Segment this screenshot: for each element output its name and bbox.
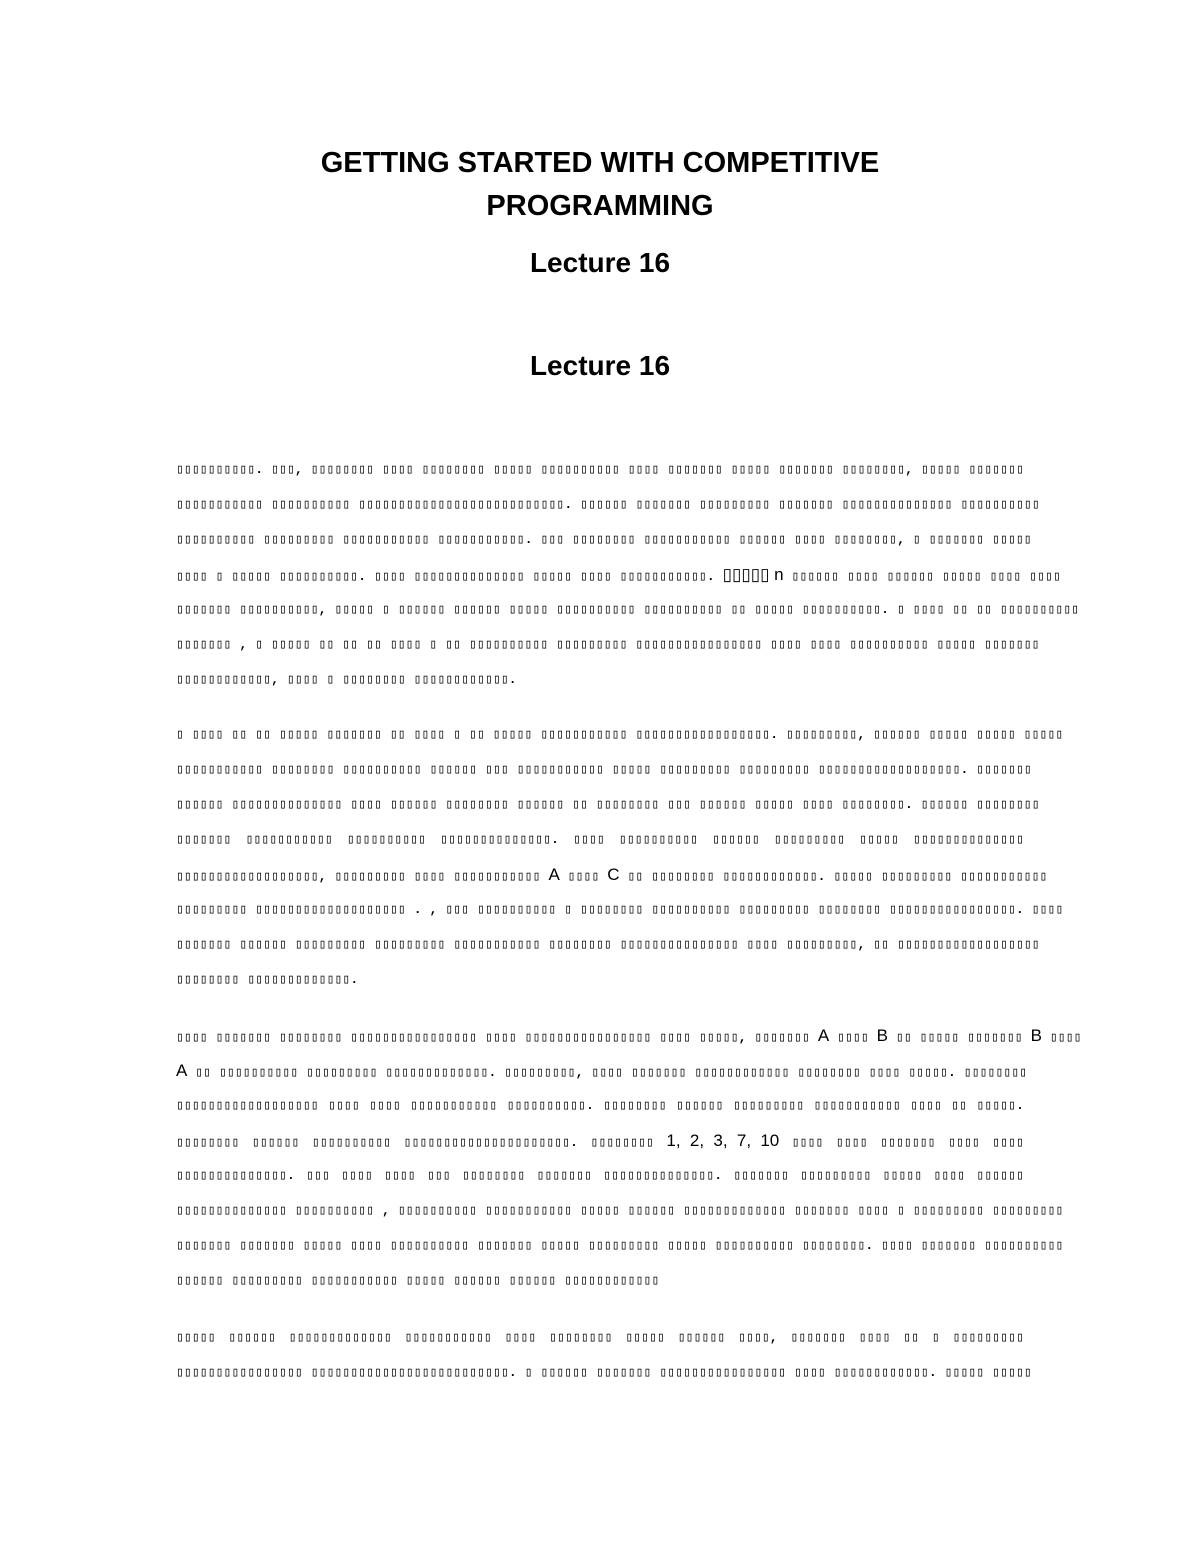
- text-run: ▯▯▯▯▯▯▯▯▯▯. ▯▯▯, ▯▯▯▯▯▯▯▯ ▯▯▯▯ ▯▯▯▯▯▯▯▯ ▯▯▯▯▯ ▯▯▯▯▯▯▯▯▯▯ ▯▯▯▯ ▯▯▯▯▯▯▯ ▯▯▯▯▯ ▯▯▯▯▯▯▯ ▯▯▯▯▯▯▯▯, ▯▯▯▯▯ ▯▯▯▯▯▯▯: [176, 462, 1024, 477]
- text-run: ▯▯▯▯▯ ▯▯▯▯▯▯ ▯▯▯▯▯▯▯▯▯▯▯▯▯ ▯▯▯▯▯▯▯▯▯▯▯ ▯▯▯▯ ▯▯▯▯▯▯▯▯ ▯▯▯▯▯ ▯▯▯▯▯▯ ▯▯▯▯, ▯▯▯▯▯▯▯ ▯▯▯▯ ▯▯ ▯ ▯▯▯▯▯▯▯▯▯: [176, 1330, 1024, 1345]
- text-run: ▯ ▯▯▯▯ ▯▯ ▯▯ ▯▯▯▯▯ ▯▯▯▯▯▯▯ ▯▯ ▯▯▯▯ ▯ ▯▯ ▯▯▯▯▯ ▯▯▯▯▯▯▯▯▯▯▯ ▯▯▯▯▯▯▯▯▯▯▯▯▯▯▯▯▯. ▯▯▯▯▯▯▯▯▯, ▯▯▯▯▯▯ ▯▯▯▯▯ ▯▯▯▯▯ ▯▯▯▯▯: [176, 727, 1064, 742]
- text-line: [176, 557, 1061, 592]
- paragraph-4: [176, 1320, 1032, 1390]
- text-run: ▯▯▯▯▯▯▯▯▯▯▯ ▯▯▯▯▯▯▯▯▯▯ ▯▯▯▯▯▯▯▯▯▯▯▯▯▯▯▯▯▯▯▯▯▯▯▯▯▯. ▯▯▯▯▯▯ ▯▯▯▯▯▯▯ ▯▯▯▯▯▯▯▯▯ ▯▯▯▯▯▯▯ ▯▯▯▯▯▯▯▯▯▯▯▯▯▯ ▯▯▯▯▯▯▯▯▯▯: [176, 497, 1040, 512]
- text-run: ▯▯▯▯▯▯▯ ▯▯▯▯▯▯ ▯▯▯▯▯▯▯▯▯ ▯▯▯▯▯▯▯▯▯ ▯▯▯▯▯▯▯▯▯▯▯ ▯▯▯▯▯▯▯▯ ▯▯▯▯▯▯▯▯▯▯▯▯▯▯▯ ▯▯▯▯ ▯▯▯▯▯▯▯▯▯, ▯▯ ▯▯▯▯▯▯▯▯▯▯▯▯▯▯▯▯▯▯: [176, 937, 1040, 952]
- text-run: ▯▯▯▯ ▯▯▯▯ ▯▯▯▯▯▯▯ ▯▯▯▯ ▯▯▯▯: [779, 1135, 1024, 1150]
- text-run: ▯▯ ▯▯▯▯▯▯▯▯ ▯▯▯▯▯▯▯▯▯▯▯▯. ▯▯▯▯▯ ▯▯▯▯▯▯▯▯▯ ▯▯▯▯▯▯▯▯▯▯▯: [619, 869, 1048, 884]
- text-line: [176, 717, 1064, 752]
- text-run: ▯▯▯▯: [559, 869, 608, 884]
- text-line: [176, 1053, 1028, 1088]
- text-line: [176, 892, 1064, 927]
- text-run: ▯▯▯▯▯▯▯▯▯▯▯▯, ▯▯▯▯ ▯ ▯▯▯▯▯▯▯▯ ▯▯▯▯▯▯▯▯▯▯▯▯.: [176, 672, 517, 687]
- text-line: [176, 1320, 1024, 1355]
- lecture-heading-2: Lecture 16: [529, 350, 671, 381]
- document-title: [0, 142, 1200, 228]
- text-run: ▯▯▯▯▯▯▯▯▯▯▯▯▯▯. ▯▯▯ ▯▯▯▯ ▯▯▯▯ ▯▯▯ ▯▯▯▯▯▯▯▯ ▯▯▯▯▯▯▯ ▯▯▯▯▯▯▯▯▯▯▯▯▯▯. ▯▯▯▯▯▯▯ ▯▯▯▯▯▯▯▯▯ ▯▯▯▯▯ ▯▯▯▯ ▯▯▯▯▯▯: [176, 1168, 1024, 1183]
- text-run: ▯▯▯▯▯▯▯▯ ▯▯▯▯▯▯ ▯▯▯▯▯▯▯▯▯▯ ▯▯▯▯▯▯▯▯▯▯▯▯▯▯▯▯▯▯▯▯▯. ▯▯▯▯▯▯▯▯: [176, 1135, 667, 1150]
- paragraph-3: [176, 1018, 1082, 1298]
- text-run: ▯▯▯▯▯▯ ▯▯▯▯ ▯▯▯▯▯▯ ▯▯▯▯▯ ▯▯▯▯ ▯▯▯▯: [783, 569, 1061, 584]
- text-line: [176, 592, 1080, 627]
- text-line: [176, 1018, 1082, 1053]
- text-line: [176, 1355, 1032, 1390]
- text-run: ▯▯▯▯▯▯▯▯▯▯▯▯▯▯ ▯▯▯▯▯▯▯▯▯▯ , ▯▯▯▯▯▯▯▯▯▯ ▯▯▯▯▯▯▯▯▯▯▯ ▯▯▯▯▯ ▯▯▯▯▯▯ ▯▯▯▯▯▯▯▯▯▯▯▯▯ ▯▯▯▯▯▯▯ ▯▯▯▯ ▯ ▯▯▯▯▯▯▯▯▯ ▯▯▯▯▯▯▯▯▯: [176, 1203, 1064, 1218]
- title-line-1: GETTING STARTED WITH COMPETITIVE: [320, 147, 880, 179]
- text-run: ▯▯▯▯▯▯▯ , ▯ ▯▯▯▯▯ ▯▯ ▯▯ ▯▯ ▯▯▯▯ ▯ ▯▯ ▯▯▯▯▯▯▯▯▯▯ ▯▯▯▯▯▯▯▯▯ ▯▯▯▯▯▯▯▯▯▯▯▯▯▯▯▯ ▯▯▯▯ ▯▯▯▯ ▯▯▯▯▯▯▯▯▯▯ ▯▯▯▯▯ ▯▯▯▯▯▯▯: [176, 637, 1040, 652]
- latin-text-run: C: [607, 865, 620, 884]
- text-line: [176, 1193, 1064, 1228]
- text-run: ▯▯▯▯ ▯▯▯▯▯▯▯ ▯▯▯▯▯▯▯▯ ▯▯▯▯▯▯▯▯▯▯▯▯▯▯▯▯ ▯▯▯▯ ▯▯▯▯▯▯▯▯▯▯▯▯▯▯▯▯ ▯▯▯▯ ▯▯▯▯▯, ▯▯▯▯▯▯▯: [176, 1030, 818, 1045]
- text-run: ▯▯ ▯▯▯▯▯ ▯▯▯▯▯▯▯: [888, 1030, 1031, 1045]
- text-line: [176, 927, 1040, 962]
- text-line: [176, 452, 1024, 487]
- text-run: ▯▯▯▯▯▯▯▯▯▯▯▯▯▯▯▯▯▯ ▯▯▯▯ ▯▯▯▯ ▯▯▯▯▯▯▯▯▯▯▯ ▯▯▯▯▯▯▯▯▯▯. ▯▯▯▯▯▯▯▯ ▯▯▯▯▯▯ ▯▯▯▯▯▯▯▯▯ ▯▯▯▯▯▯▯▯▯▯▯ ▯▯▯▯ ▯▯ ▯▯▯▯▯.: [176, 1098, 1024, 1113]
- lecture-heading-1: Lecture 16: [529, 247, 671, 278]
- text-run: ▯▯▯▯▯▯▯ ▯▯▯▯▯▯▯ ▯▯▯▯▯ ▯▯▯▯ ▯▯▯▯▯▯▯▯▯▯ ▯▯▯▯▯▯▯ ▯▯▯▯▯ ▯▯▯▯▯▯▯▯▯ ▯▯▯▯▯ ▯▯▯▯▯▯▯▯▯▯ ▯▯▯▯▯▯▯▯. ▯▯▯▯ ▯▯▯▯▯▯▯ ▯▯▯▯▯▯▯▯▯▯: [176, 1238, 1064, 1253]
- paragraph-2: [176, 717, 1064, 997]
- text-line: [176, 787, 1040, 822]
- text-line: [176, 857, 1048, 892]
- paragraph-1: [176, 452, 1080, 697]
- text-run: ▯▯▯▯▯▯▯▯▯ ▯▯▯▯▯▯▯▯▯▯▯▯▯▯▯▯▯▯▯ . , ▯▯▯ ▯▯▯▯▯▯▯▯▯▯ ▯ ▯▯▯▯▯▯▯▯ ▯▯▯▯▯▯▯▯▯▯ ▯▯▯▯▯▯▯▯▯ ▯▯▯▯▯▯▯▯ ▯▯▯▯▯▯▯▯▯▯▯▯▯▯▯▯. ▯▯▯▯: [176, 902, 1064, 917]
- text-line: [176, 662, 1024, 697]
- text-line: [176, 627, 1040, 662]
- text-line: [176, 1088, 1024, 1123]
- latin-text-run: A: [817, 1026, 830, 1045]
- latin-text-run: 1, 2, 3, 7, 10: [666, 1131, 780, 1150]
- text-line: [176, 522, 1032, 557]
- text-run: ▯▯▯▯ ▯ ▯▯▯▯▯ ▯▯▯▯▯▯▯▯▯▯. ▯▯▯▯ ▯▯▯▯▯▯▯▯▯▯▯▯▯▯ ▯▯▯▯▯ ▯▯▯▯ ▯▯▯▯▯▯▯▯▯▯▯.: [176, 569, 723, 584]
- text-run: ▯▯▯▯▯▯▯▯▯▯ ▯▯▯▯▯▯▯▯▯ ▯▯▯▯▯▯▯▯▯▯▯ ▯▯▯▯▯▯▯▯▯▯▯. ▯▯▯ ▯▯▯▯▯▯▯▯ ▯▯▯▯▯▯▯▯▯▯▯ ▯▯▯▯▯▯ ▯▯▯▯ ▯▯▯▯▯▯▯▯, ▯ ▯▯▯▯▯▯▯ ▯▯▯▯▯: [176, 532, 1032, 547]
- text-line: [176, 1158, 1024, 1193]
- text-run: ▯▯▯▯▯▯▯ ▯▯▯▯▯▯▯▯▯▯▯ ▯▯▯▯▯▯▯▯▯▯ ▯▯▯▯▯▯▯▯▯▯▯▯▯▯. ▯▯▯▯ ▯▯▯▯▯▯▯▯▯▯ ▯▯▯▯▯▯ ▯▯▯▯▯▯▯▯▯ ▯▯▯▯▯ ▯▯▯▯▯▯▯▯▯▯▯▯▯▯: [176, 832, 1024, 847]
- latin-text-run: ▯▯▯▯▯ n: [722, 565, 784, 584]
- text-line: [176, 752, 1032, 787]
- text-run: ▯▯▯▯▯▯▯▯▯▯▯▯▯▯▯▯▯▯, ▯▯▯▯▯▯▯▯▯ ▯▯▯▯ ▯▯▯▯▯▯▯▯▯▯▯: [176, 869, 549, 884]
- text-line: [176, 1263, 1024, 1298]
- title-line-2: PROGRAMMING: [486, 190, 714, 222]
- latin-text-run: A: [176, 1061, 188, 1080]
- text-line: [176, 822, 1024, 857]
- text-run: ▯▯▯▯▯▯▯▯▯▯▯▯▯▯▯▯ ▯▯▯▯▯▯▯▯▯▯▯▯▯▯▯▯▯▯▯▯▯▯▯▯▯. ▯ ▯▯▯▯▯▯ ▯▯▯▯▯▯▯ ▯▯▯▯▯▯▯▯▯▯▯▯▯▯▯▯ ▯▯▯▯ ▯▯▯▯▯▯▯▯▯▯▯▯. ▯▯▯▯▯ ▯▯▯▯▯: [176, 1365, 1032, 1380]
- latin-text-run: B: [1030, 1026, 1042, 1045]
- text-run: ▯▯▯▯▯▯ ▯▯▯▯▯▯▯▯▯▯▯▯▯▯ ▯▯▯▯ ▯▯▯▯▯▯ ▯▯▯▯▯▯▯▯ ▯▯▯▯▯▯ ▯▯ ▯▯▯▯▯▯▯▯ ▯▯▯ ▯▯▯▯▯▯ ▯▯▯▯▯ ▯▯▯▯ ▯▯▯▯▯▯▯▯. ▯▯▯▯▯▯ ▯▯▯▯▯▯▯▯: [176, 797, 1040, 812]
- text-line: [176, 1123, 1024, 1158]
- text-run: ▯▯▯▯▯▯▯▯ ▯▯▯▯▯▯▯▯▯▯▯▯▯.: [176, 972, 359, 987]
- text-run: ▯▯▯▯▯▯▯▯▯▯▯ ▯▯▯▯▯▯▯▯ ▯▯▯▯▯▯▯▯▯▯ ▯▯▯▯▯▯ ▯▯▯ ▯▯▯▯▯▯▯▯▯▯▯ ▯▯▯▯▯ ▯▯▯▯▯▯▯▯▯ ▯▯▯▯▯▯▯▯▯ ▯▯▯▯▯▯▯▯▯▯▯▯▯▯▯▯▯▯. ▯▯▯▯▯▯▯: [176, 762, 1032, 777]
- text-run: ▯▯▯▯: [1041, 1030, 1082, 1045]
- text-line: [176, 1228, 1064, 1263]
- text-run: ▯▯ ▯▯▯▯▯▯▯▯▯▯ ▯▯▯▯▯▯▯▯▯ ▯▯▯▯▯▯▯▯▯▯▯▯▯. ▯▯▯▯▯▯▯▯▯, ▯▯▯▯ ▯▯▯▯▯▯▯ ▯▯▯▯▯▯▯▯▯▯▯▯ ▯▯▯▯▯▯▯▯ ▯▯▯▯ ▯▯▯▯▯. ▯▯▯▯▯▯▯▯: [187, 1065, 1028, 1080]
- text-run: ▯▯▯▯▯▯▯ ▯▯▯▯▯▯▯▯▯▯, ▯▯▯▯▯ ▯ ▯▯▯▯▯▯ ▯▯▯▯▯▯ ▯▯▯▯▯ ▯▯▯▯▯▯▯▯▯▯ ▯▯▯▯▯▯▯▯▯▯ ▯▯ ▯▯▯▯▯ ▯▯▯▯▯▯▯▯▯▯. ▯ ▯▯▯▯ ▯▯ ▯▯ ▯▯▯▯▯▯▯▯▯▯: [176, 602, 1080, 617]
- text-line: [176, 962, 1024, 997]
- text-run: ▯▯▯▯▯▯ ▯▯▯▯▯▯▯▯▯ ▯▯▯▯▯▯▯▯▯▯▯ ▯▯▯▯▯ ▯▯▯▯▯▯ ▯▯▯▯▯▯ ▯▯▯▯▯▯▯▯▯▯▯▯: [176, 1273, 660, 1288]
- text-run: ▯▯▯▯: [829, 1030, 877, 1045]
- text-line: [176, 487, 1040, 522]
- latin-text-run: B: [876, 1026, 889, 1045]
- latin-text-run: A: [548, 865, 560, 884]
